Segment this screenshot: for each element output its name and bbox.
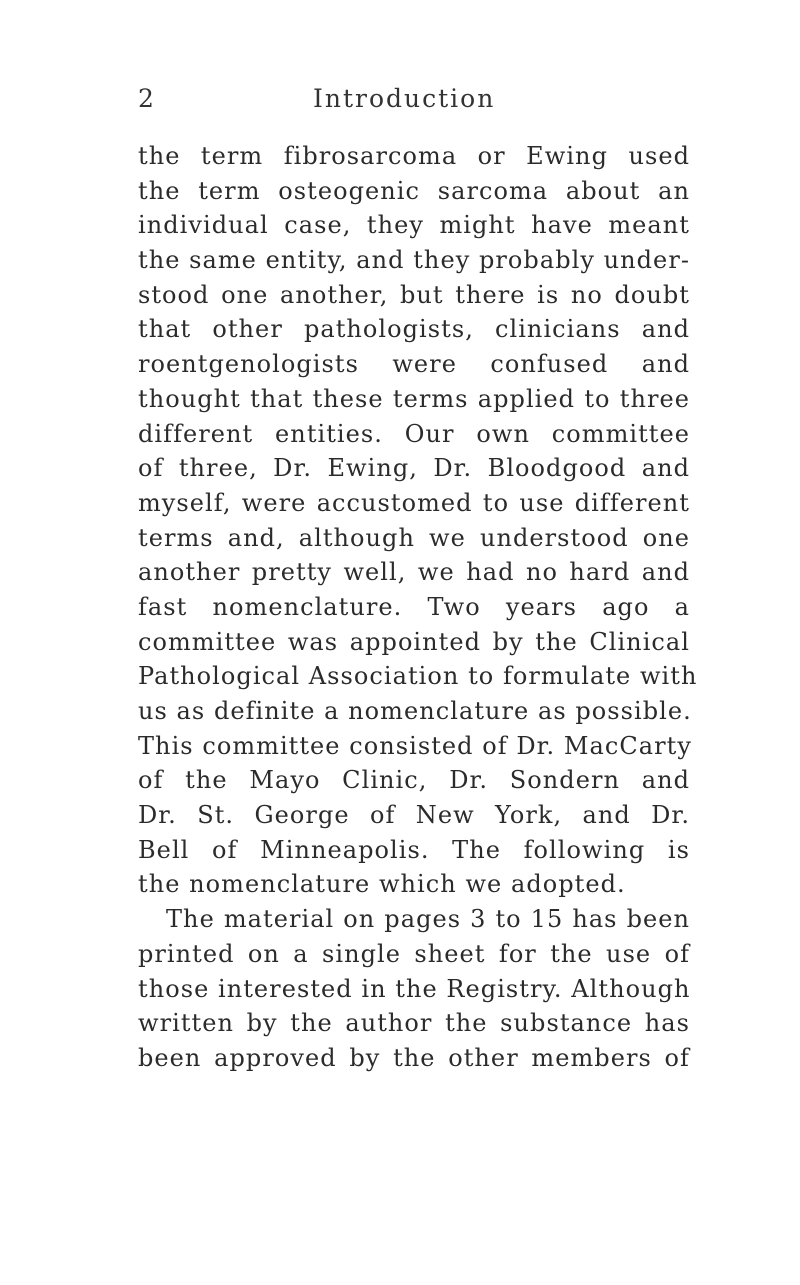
text-line: myself, were accustomed to use different	[138, 488, 690, 517]
text-line: fast nomenclature. Two years ago a	[138, 592, 690, 621]
text-line: individual case, they might have meant	[138, 211, 690, 240]
body-text	[138, 139, 698, 1076]
text-line: committee was appointed by the Clinical	[138, 627, 690, 656]
text-line: Pathological Association to formulate with	[138, 662, 698, 691]
text-line: us as definite a nomenclature as possible.	[138, 697, 692, 725]
text-line: of three, Dr. Ewing, Dr. Bloodgood and	[138, 454, 690, 483]
text-line: that other pathologists, clinicians and	[138, 315, 690, 344]
text-line: the same entity, and they probably under-	[138, 246, 690, 275]
page-number: 2	[138, 84, 155, 113]
text-line: thought that these terms applied to three	[138, 384, 690, 413]
text-line: those interested in the Registry. Although	[138, 974, 691, 1003]
text-line: written by the author the substance has	[138, 1009, 690, 1038]
text-line: The material on pages 3 to 15 has been	[166, 905, 690, 934]
text-line: been approved by the other members of	[138, 1043, 690, 1072]
text-line: different entities. Our own committee	[138, 419, 690, 448]
text-line: stood one another, but there is no doubt	[138, 280, 690, 309]
running-head	[138, 84, 678, 124]
text-line: the term osteogenic sarcoma about an	[138, 176, 690, 205]
text-line: the term fibrosarcoma or Ewing used	[138, 142, 690, 170]
text-line: Bell of Minneapolis. The following is	[138, 835, 690, 864]
text-line: of the Mayo Clinic, Dr. Sondern and	[138, 766, 690, 795]
text-line: This committee consisted of Dr. MacCarty	[138, 731, 692, 760]
running-title: Introduction	[313, 84, 496, 113]
text-line: roentgenologists were confused and	[138, 350, 690, 379]
text-line: the nomenclature which we adopted.	[138, 870, 626, 899]
text-line: another pretty well, we had no hard and	[138, 558, 690, 587]
text-line: Dr. St. George of New York, and Dr.	[138, 801, 690, 830]
text-line: printed on a single sheet for the use of	[138, 939, 690, 968]
text-line: terms and, although we understood one	[138, 523, 690, 552]
